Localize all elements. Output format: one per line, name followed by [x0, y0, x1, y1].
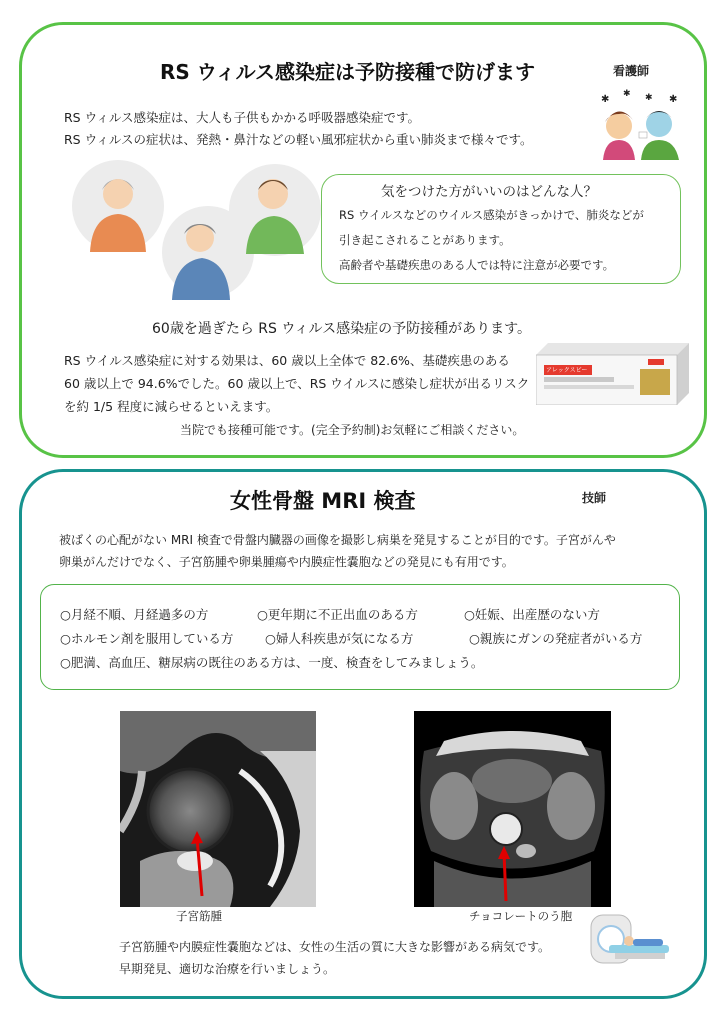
mri-title: 女性骨盤 MRI 検査: [230, 489, 416, 513]
vaccine-effect-line2: 60 歳以上で 94.6%でした。60 歳以上で、RS ウイルスに感染し症状が出るリスク: [64, 376, 530, 391]
rs-role-label: 看護師: [613, 64, 650, 78]
vaccine-product-label: アレックスビー: [546, 367, 588, 374]
svg-text:✱: ✱: [645, 93, 653, 103]
mri-role-label: 技師: [582, 491, 607, 505]
rs-intro-line1: RS ウィルス感染症は、大人も子供もかかる呼吸器感染症です。: [64, 110, 420, 125]
svg-text:✱: ✱: [623, 89, 631, 99]
mri-image1-caption: 子宮筋腫: [176, 909, 222, 923]
vaccine-heading: 60歳を過ぎたら RS ウィルス感染症の予防接種があります。: [152, 321, 531, 337]
checklist-item: ○妊娠、出産歴のない方: [464, 607, 600, 622]
vaccine-product-image: [536, 343, 689, 405]
svg-text:✱: ✱: [601, 94, 610, 105]
risk-group-title: 気をつけた方がいいのはどんな人？: [381, 184, 597, 200]
rs-title: RS ウィルス感染症は予防接種で防げます: [160, 60, 535, 84]
svg-text:✱: ✱: [669, 94, 678, 105]
mri-intro-line2: 卵巣がんだけでなく、子宮筋腫や卵巣腫瘍や内膜症性嚢胞などの発見にも有用です。: [59, 555, 514, 569]
mri-axial-image: [414, 711, 611, 907]
checklist-item: ○親族にガンの発症者がいる方: [469, 631, 643, 646]
elderly-people-illustration: [60, 154, 322, 306]
mri-machine-illustration: [589, 911, 673, 969]
mri-intro-line1: 被ばくの心配がない MRI 検査で骨盤内臓器の画像を撮影し病巣を発見することが目的です。子宮がんや: [59, 533, 616, 547]
vaccine-effect-line3: を約 1/5 程度に減らせるといえます。: [64, 399, 279, 414]
checklist-item: ○更年期に不正出血のある方: [257, 607, 418, 622]
checklist-item: ○肥満、高血圧、糖尿病の既往のある方は、一度、検査をしてみましょう。: [60, 655, 484, 670]
mri-closing-line1: 子宮筋腫や内膜症性嚢胞などは、女性の生活の質に大きな影響がある病気です。: [119, 940, 551, 954]
checklist-item: ○月経不順、月経過多の方: [60, 607, 209, 622]
sick-people-illustration: [597, 88, 689, 160]
checklist-item: ○婦人科疾患が気になる方: [265, 631, 414, 646]
risk-group-line3: 高齢者や基礎疾患のある人では特に注意が必要です。: [339, 258, 615, 272]
clinic-note: 当院でも接種可能です。(完全予約制)お気軽にご相談ください。: [180, 423, 525, 437]
mri-sagittal-image: [120, 711, 316, 907]
risk-group-line1: RS ウイルスなどのウイルス感染がきっかけで、肺炎などが: [339, 208, 644, 222]
rs-intro-line2: RS ウィルスの症状は、発熱・鼻汁などの軽い風邪症状から重い肺炎まで様々です。: [64, 132, 533, 147]
checklist-item: ○ホルモン剤を服用している方: [60, 631, 234, 646]
vaccine-effect-line1: RS ウイルス感染症に対する効果は、60 歳以上全体で 82.6%、基礎疾患のある: [64, 353, 510, 368]
risk-group-line2: 引き起こされることがあります。: [339, 233, 511, 247]
mri-closing-line2: 早期発見、適切な治療を行いましょう。: [119, 962, 336, 976]
mri-image2-caption: チョコレートのう胞: [469, 909, 573, 923]
